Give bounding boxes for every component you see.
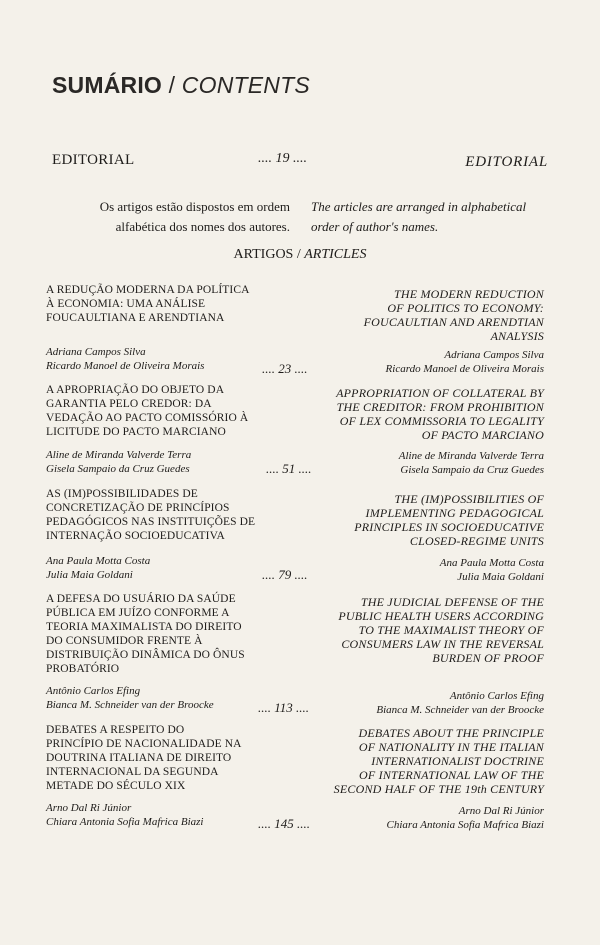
article-4-authors-en xyxy=(304,689,544,717)
title-line: THE (IM)POSSIBILITIES OF xyxy=(394,492,544,506)
title-line: PRINCIPLES IN SOCIOEDUCATIVE xyxy=(354,520,544,534)
title-line: OF NATIONALITY IN THE ITALIAN xyxy=(358,740,544,754)
author-line: Julia Maia Goldani xyxy=(46,569,133,581)
section-heading-en: ARTICLES xyxy=(304,247,367,262)
article-2-authors-pt xyxy=(46,448,266,476)
title-line: IMPLEMENTING PEDAGOGICAL xyxy=(365,506,544,520)
title-line: À ECONOMIA: UMA ANÁLISE xyxy=(46,298,206,310)
article-1-authors-en xyxy=(304,348,544,376)
editorial-page-number: .... 19 .... xyxy=(258,151,307,166)
article-4-title-en xyxy=(304,595,544,665)
author-line: Julia Maia Goldani xyxy=(457,571,544,583)
title-pt: SUMÁRIO xyxy=(52,72,163,98)
title-line: PÚBLICA EM JUÍZO CONFORME A xyxy=(46,607,230,619)
title-line: AS (IM)POSSIBILIDADES DE xyxy=(46,488,198,500)
title-line: LICITUDE DO PACTO MARCIANO xyxy=(46,426,226,438)
title-line: A APROPRIAÇÃO DO OBJETO DA xyxy=(46,384,225,396)
section-heading-pt: ARTIGOS xyxy=(233,247,294,262)
author-line: Gisela Sampaio da Cruz Guedes xyxy=(46,463,190,475)
author-line: Ricardo Manoel de Oliveira Morais xyxy=(46,360,205,372)
article-2-authors-en xyxy=(304,449,544,477)
article-2-title-en xyxy=(304,386,544,442)
arrangement-note-pt xyxy=(60,197,290,237)
title-line: OF LEX COMMISSORIA TO LEGALITY xyxy=(339,414,544,428)
article-1-title-en xyxy=(304,287,544,343)
title-line: SECOND HALF OF THE 19th CENTURY xyxy=(333,782,544,796)
article-5-authors-en xyxy=(304,804,544,832)
article-4-page-number: .... 113 .... xyxy=(258,700,310,715)
title-en: CONTENTS xyxy=(181,72,310,98)
author-line: Chiara Antonia Sofia Mafrica Biazi xyxy=(386,819,544,831)
title-line: INTERNACIONAL DA SEGUNDA xyxy=(46,766,219,778)
title-line: PEDAGÓGICOS NAS INSTITUIÇÕES DE xyxy=(46,516,256,528)
article-5-title-pt xyxy=(46,723,286,793)
title-line: A DEFESA DO USUÁRIO DA SAÚDE xyxy=(46,593,236,605)
title-line: DEBATES A RESPEITO DO xyxy=(46,724,185,736)
author-line: Adriana Campos Silva xyxy=(444,349,544,361)
author-line: Bianca M. Schneider van der Broocke xyxy=(376,704,544,716)
note-en-line: order of author's names. xyxy=(311,219,439,234)
title-line: TO THE MAXIMALIST THEORY OF xyxy=(358,623,544,637)
author-line: Ricardo Manoel de Oliveira Morais xyxy=(385,363,544,375)
title-line: APPROPRIATION OF COLLATERAL BY xyxy=(336,386,544,400)
article-3-title-pt xyxy=(46,487,286,543)
article-3-title-en xyxy=(304,492,544,548)
title-line: OF PACTO MARCIANO xyxy=(421,428,544,442)
article-2-page-number: .... 51 .... xyxy=(266,461,312,476)
title-line: THE CREDITOR: FROM PROHIBITION xyxy=(336,400,544,414)
editorial-label-en: EDITORIAL xyxy=(465,154,548,170)
title-line: TEORIA MAXIMALISTA DO DIREITO xyxy=(46,621,242,633)
title-line: FOUCAULTIAN AND ARENDTIAN xyxy=(363,315,544,329)
article-5-page-number: .... 145 .... xyxy=(258,816,310,831)
section-heading xyxy=(0,247,600,263)
title-line: DISTRIBUIÇÃO DINÂMICA DO ÔNUS xyxy=(46,649,245,661)
title-line: BURDEN OF PROOF xyxy=(432,651,544,665)
author-line: Antônio Carlos Efing xyxy=(46,685,141,697)
title-line: GARANTIA PELO CREDOR: DA xyxy=(46,398,212,410)
article-4-title-pt xyxy=(46,592,286,676)
article-5-title-en xyxy=(304,726,544,796)
author-line: Aline de Miranda Valverde Terra xyxy=(46,449,192,461)
title-line: DEBATES ABOUT THE PRINCIPLE xyxy=(358,726,544,740)
article-3-authors-en xyxy=(304,556,544,584)
author-line: Chiara Antonia Sofia Mafrica Biazi xyxy=(46,816,204,828)
title-line: DOUTRINA ITALIANA DE DIREITO xyxy=(46,752,232,764)
note-en-line: The articles are arranged in alphabetical xyxy=(311,199,527,214)
title-line: THE JUDICIAL DEFENSE OF THE xyxy=(360,595,544,609)
title-line: THE MODERN REDUCTION xyxy=(394,287,544,301)
title-line: INTERNAÇÃO SOCIOEDUCATIVA xyxy=(46,530,225,542)
author-line: Ana Paula Motta Costa xyxy=(439,557,544,569)
title-line: OF INTERNATIONAL LAW OF THE xyxy=(359,768,544,782)
title-line: ANALYSIS xyxy=(490,329,544,343)
title-line: CONSUMERS LAW IN THE REVERSAL xyxy=(341,637,544,651)
title-line: PUBLIC HEALTH USERS ACCORDING xyxy=(338,609,544,623)
title-line: CLOSED-REGIME UNITS xyxy=(409,534,544,548)
author-line: Antônio Carlos Efing xyxy=(449,690,544,702)
article-1-page-number: .... 23 .... xyxy=(262,361,308,376)
article-1-authors-pt xyxy=(46,345,266,373)
title-line: METADE DO SÉCULO XIX xyxy=(46,780,186,792)
article-5-authors-pt xyxy=(46,801,266,829)
title-line: PROBATÓRIO xyxy=(46,663,120,675)
title-separator: / xyxy=(162,72,182,98)
editorial-label-pt: EDITORIAL xyxy=(52,152,135,168)
article-1-title-pt xyxy=(46,283,286,325)
title-line: VEDAÇÃO AO PACTO COMISSÓRIO À xyxy=(46,412,249,424)
author-line: Bianca M. Schneider van der Broocke xyxy=(46,699,214,711)
article-4-authors-pt xyxy=(46,684,266,712)
note-pt-line: alfabética dos nomes dos autores. xyxy=(115,219,290,234)
title-line: PRINCÍPIO DE NACIONALIDADE NA xyxy=(46,738,242,750)
article-3-page-number: .... 79 .... xyxy=(262,567,308,582)
page-title xyxy=(52,72,310,99)
author-line: Gisela Sampaio da Cruz Guedes xyxy=(400,464,544,476)
title-line: FOUCAULTIANA E ARENDTIANA xyxy=(46,312,225,324)
note-pt-line: Os artigos estão dispostos em ordem xyxy=(99,199,290,214)
author-line: Aline de Miranda Valverde Terra xyxy=(398,450,544,462)
author-line: Arno Dal Ri Júnior xyxy=(46,802,132,814)
title-line: INTERNATIONALIST DOCTRINE xyxy=(371,754,544,768)
title-line: CONCRETIZAÇÃO DE PRINCÍPIOS xyxy=(46,502,230,514)
article-2-title-pt xyxy=(46,383,286,439)
author-line: Ana Paula Motta Costa xyxy=(46,555,151,567)
author-line: Adriana Campos Silva xyxy=(46,346,146,358)
section-heading-separator: / xyxy=(293,247,305,262)
article-3-authors-pt xyxy=(46,554,266,582)
title-line: DO CONSUMIDOR FRENTE À xyxy=(46,635,203,647)
title-line: OF POLITICS TO ECONOMY: xyxy=(387,301,544,315)
author-line: Arno Dal Ri Júnior xyxy=(458,805,544,817)
title-line: A REDUÇÃO MODERNA DA POLÍTICA xyxy=(46,284,250,296)
arrangement-note-en xyxy=(311,197,551,237)
